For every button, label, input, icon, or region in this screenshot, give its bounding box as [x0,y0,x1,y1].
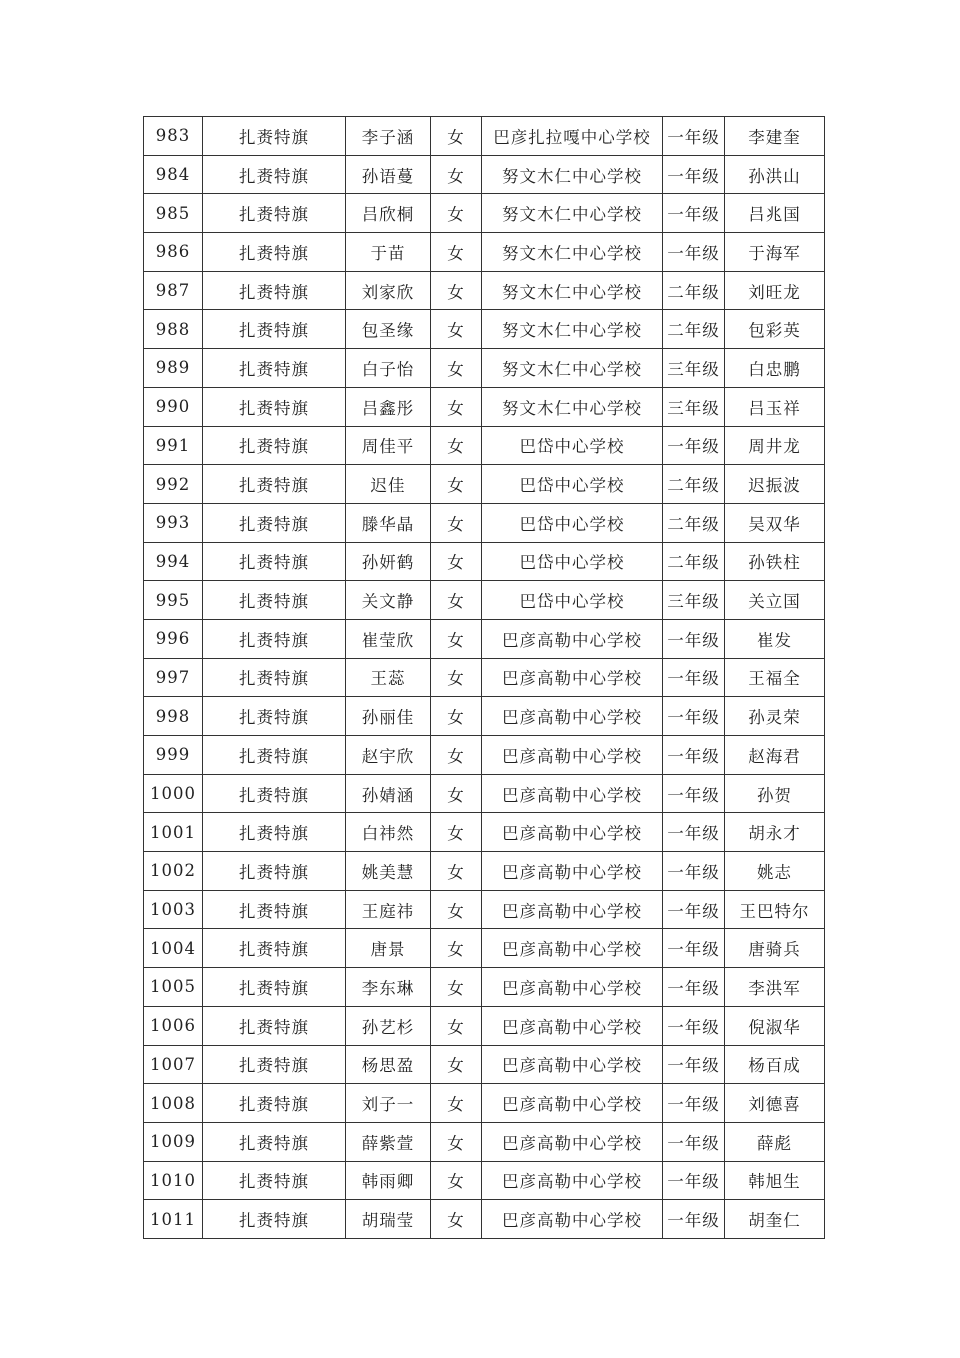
row-number-cell: 985 [144,194,203,233]
school-cell: 努文木仁中心学校 [482,349,663,388]
banner-cell: 扎赉特旗 [203,271,346,310]
student-name-cell: 胡瑞莹 [346,1200,431,1239]
grade-cell: 一年级 [663,233,725,272]
guardian-name-cell: 李洪军 [725,968,825,1007]
guardian-name-cell: 孙贺 [725,774,825,813]
school-cell: 努文木仁中心学校 [482,155,663,194]
gender-cell: 女 [431,387,482,426]
gender-cell: 女 [431,117,482,156]
guardian-name-cell: 韩旭生 [725,1161,825,1200]
school-cell: 努文木仁中心学校 [482,271,663,310]
banner-cell: 扎赉特旗 [203,387,346,426]
table-row [144,774,825,813]
row-number-cell: 1003 [144,890,203,929]
table-row [144,387,825,426]
grade-cell: 三年级 [663,349,725,388]
row-number-cell: 994 [144,542,203,581]
guardian-name-cell: 关立国 [725,581,825,620]
school-cell: 巴彦高勒中心学校 [482,658,663,697]
grade-cell: 一年级 [663,1045,725,1084]
guardian-name-cell: 吴双华 [725,503,825,542]
row-number-cell: 1008 [144,1084,203,1123]
grade-cell: 二年级 [663,271,725,310]
guardian-name-cell: 吕玉祥 [725,387,825,426]
school-cell: 巴岱中心学校 [482,542,663,581]
table-row [144,310,825,349]
guardian-name-cell: 倪淑华 [725,1006,825,1045]
guardian-name-cell: 吕兆国 [725,194,825,233]
banner-cell: 扎赉特旗 [203,1006,346,1045]
grade-cell: 一年级 [663,736,725,775]
school-cell: 巴彦高勒中心学校 [482,697,663,736]
gender-cell: 女 [431,465,482,504]
banner-cell: 扎赉特旗 [203,619,346,658]
table-row [144,155,825,194]
table-row [144,1006,825,1045]
grade-cell: 一年级 [663,426,725,465]
gender-cell: 女 [431,1045,482,1084]
school-cell: 巴彦扎拉嘎中心学校 [482,117,663,156]
student-name-cell: 王蕊 [346,658,431,697]
grade-cell: 一年级 [663,929,725,968]
guardian-name-cell: 孙铁柱 [725,542,825,581]
student-name-cell: 孙妍鹤 [346,542,431,581]
table-row [144,426,825,465]
gender-cell: 女 [431,1006,482,1045]
banner-cell: 扎赉特旗 [203,774,346,813]
banner-cell: 扎赉特旗 [203,542,346,581]
gender-cell: 女 [431,310,482,349]
school-cell: 巴岱中心学校 [482,426,663,465]
table-row [144,503,825,542]
student-name-cell: 赵宇欣 [346,736,431,775]
guardian-name-cell: 刘德喜 [725,1084,825,1123]
gender-cell: 女 [431,426,482,465]
table-row [144,1084,825,1123]
banner-cell: 扎赉特旗 [203,1200,346,1239]
school-cell: 巴彦高勒中心学校 [482,1161,663,1200]
school-cell: 巴彦高勒中心学校 [482,813,663,852]
student-list-table [143,116,825,1239]
banner-cell: 扎赉特旗 [203,1161,346,1200]
table-row [144,1122,825,1161]
table-row [144,658,825,697]
banner-cell: 扎赉特旗 [203,426,346,465]
guardian-name-cell: 唐骑兵 [725,929,825,968]
student-name-cell: 李子涵 [346,117,431,156]
student-name-cell: 孙丽佳 [346,697,431,736]
school-cell: 巴彦高勒中心学校 [482,1122,663,1161]
student-name-cell: 白祎然 [346,813,431,852]
school-cell: 努文木仁中心学校 [482,387,663,426]
row-number-cell: 989 [144,349,203,388]
gender-cell: 女 [431,194,482,233]
table-row [144,465,825,504]
table-row [144,1045,825,1084]
school-cell: 巴彦高勒中心学校 [482,1200,663,1239]
table-row [144,581,825,620]
grade-cell: 一年级 [663,890,725,929]
student-name-cell: 孙语蔓 [346,155,431,194]
school-cell: 巴彦高勒中心学校 [482,1084,663,1123]
student-name-cell: 白子怡 [346,349,431,388]
student-name-cell: 唐景 [346,929,431,968]
gender-cell: 女 [431,542,482,581]
row-number-cell: 1009 [144,1122,203,1161]
school-cell: 巴岱中心学校 [482,581,663,620]
banner-cell: 扎赉特旗 [203,968,346,1007]
gender-cell: 女 [431,736,482,775]
gender-cell: 女 [431,1122,482,1161]
student-name-cell: 吕鑫彤 [346,387,431,426]
student-name-cell: 王庭祎 [346,890,431,929]
student-name-cell: 崔莹欣 [346,619,431,658]
school-cell: 巴彦高勒中心学校 [482,774,663,813]
guardian-name-cell: 包彩英 [725,310,825,349]
guardian-name-cell: 姚志 [725,852,825,891]
row-number-cell: 987 [144,271,203,310]
table-body [144,117,825,1239]
gender-cell: 女 [431,890,482,929]
school-cell: 巴彦高勒中心学校 [482,736,663,775]
row-number-cell: 990 [144,387,203,426]
table-row [144,1161,825,1200]
table-row [144,852,825,891]
school-cell: 努文木仁中心学校 [482,310,663,349]
table-row [144,271,825,310]
gender-cell: 女 [431,155,482,194]
banner-cell: 扎赉特旗 [203,1045,346,1084]
banner-cell: 扎赉特旗 [203,503,346,542]
banner-cell: 扎赉特旗 [203,194,346,233]
guardian-name-cell: 赵海君 [725,736,825,775]
guardian-name-cell: 白忠鹏 [725,349,825,388]
guardian-name-cell: 胡奎仁 [725,1200,825,1239]
banner-cell: 扎赉特旗 [203,117,346,156]
row-number-cell: 1011 [144,1200,203,1239]
school-cell: 巴彦高勒中心学校 [482,852,663,891]
row-number-cell: 996 [144,619,203,658]
grade-cell: 一年级 [663,1200,725,1239]
banner-cell: 扎赉特旗 [203,1122,346,1161]
table-row [144,813,825,852]
row-number-cell: 986 [144,233,203,272]
grade-cell: 一年级 [663,968,725,1007]
guardian-name-cell: 李建奎 [725,117,825,156]
row-number-cell: 992 [144,465,203,504]
grade-cell: 三年级 [663,581,725,620]
grade-cell: 一年级 [663,1161,725,1200]
guardian-name-cell: 孙洪山 [725,155,825,194]
student-name-cell: 薛紫萱 [346,1122,431,1161]
student-name-cell: 周佳平 [346,426,431,465]
gender-cell: 女 [431,813,482,852]
gender-cell: 女 [431,929,482,968]
student-name-cell: 李东琳 [346,968,431,1007]
row-number-cell: 998 [144,697,203,736]
table-row [144,736,825,775]
banner-cell: 扎赉特旗 [203,697,346,736]
grade-cell: 一年级 [663,117,725,156]
table-row [144,349,825,388]
table-row [144,117,825,156]
grade-cell: 二年级 [663,542,725,581]
row-number-cell: 999 [144,736,203,775]
student-name-cell: 于苗 [346,233,431,272]
grade-cell: 一年级 [663,697,725,736]
table-row [144,233,825,272]
student-name-cell: 关文静 [346,581,431,620]
guardian-name-cell: 迟振波 [725,465,825,504]
row-number-cell: 1005 [144,968,203,1007]
student-name-cell: 吕欣桐 [346,194,431,233]
school-cell: 巴彦高勒中心学校 [482,929,663,968]
row-number-cell: 1007 [144,1045,203,1084]
row-number-cell: 1000 [144,774,203,813]
grade-cell: 一年级 [663,852,725,891]
guardian-name-cell: 刘旺龙 [725,271,825,310]
student-name-cell: 刘家欣 [346,271,431,310]
table-row [144,968,825,1007]
banner-cell: 扎赉特旗 [203,736,346,775]
row-number-cell: 1002 [144,852,203,891]
guardian-name-cell: 杨百成 [725,1045,825,1084]
school-cell: 巴岱中心学校 [482,503,663,542]
gender-cell: 女 [431,697,482,736]
banner-cell: 扎赉特旗 [203,1084,346,1123]
grade-cell: 三年级 [663,387,725,426]
school-cell: 巴彦高勒中心学校 [482,619,663,658]
guardian-name-cell: 崔发 [725,619,825,658]
grade-cell: 一年级 [663,155,725,194]
table-row [144,929,825,968]
student-name-cell: 孙婧涵 [346,774,431,813]
student-name-cell: 姚美慧 [346,852,431,891]
grade-cell: 一年级 [663,774,725,813]
guardian-name-cell: 王巴特尔 [725,890,825,929]
row-number-cell: 1001 [144,813,203,852]
banner-cell: 扎赉特旗 [203,852,346,891]
student-name-cell: 迟佳 [346,465,431,504]
grade-cell: 一年级 [663,658,725,697]
grade-cell: 二年级 [663,465,725,504]
row-number-cell: 991 [144,426,203,465]
school-cell: 巴岱中心学校 [482,465,663,504]
gender-cell: 女 [431,1161,482,1200]
banner-cell: 扎赉特旗 [203,890,346,929]
grade-cell: 一年级 [663,619,725,658]
gender-cell: 女 [431,852,482,891]
row-number-cell: 1010 [144,1161,203,1200]
gender-cell: 女 [431,774,482,813]
table-row [144,1200,825,1239]
grade-cell: 一年级 [663,1006,725,1045]
gender-cell: 女 [431,658,482,697]
student-name-cell: 杨思盈 [346,1045,431,1084]
banner-cell: 扎赉特旗 [203,929,346,968]
banner-cell: 扎赉特旗 [203,310,346,349]
row-number-cell: 984 [144,155,203,194]
student-name-cell: 孙艺杉 [346,1006,431,1045]
student-name-cell: 韩雨卿 [346,1161,431,1200]
grade-cell: 一年级 [663,813,725,852]
row-number-cell: 1006 [144,1006,203,1045]
gender-cell: 女 [431,271,482,310]
table-row [144,619,825,658]
guardian-name-cell: 薛彪 [725,1122,825,1161]
grade-cell: 二年级 [663,310,725,349]
gender-cell: 女 [431,968,482,1007]
guardian-name-cell: 胡永才 [725,813,825,852]
gender-cell: 女 [431,1084,482,1123]
gender-cell: 女 [431,1200,482,1239]
student-name-cell: 刘子一 [346,1084,431,1123]
banner-cell: 扎赉特旗 [203,813,346,852]
row-number-cell: 1004 [144,929,203,968]
school-cell: 巴彦高勒中心学校 [482,1045,663,1084]
gender-cell: 女 [431,349,482,388]
row-number-cell: 988 [144,310,203,349]
school-cell: 巴彦高勒中心学校 [482,890,663,929]
grade-cell: 一年级 [663,1122,725,1161]
student-name-cell: 滕华晶 [346,503,431,542]
row-number-cell: 995 [144,581,203,620]
table-row [144,697,825,736]
table-row [144,890,825,929]
table-row [144,194,825,233]
gender-cell: 女 [431,581,482,620]
guardian-name-cell: 于海军 [725,233,825,272]
document-page [143,116,824,1239]
gender-cell: 女 [431,233,482,272]
grade-cell: 二年级 [663,503,725,542]
grade-cell: 一年级 [663,194,725,233]
grade-cell: 一年级 [663,1084,725,1123]
banner-cell: 扎赉特旗 [203,465,346,504]
table-row [144,542,825,581]
banner-cell: 扎赉特旗 [203,581,346,620]
gender-cell: 女 [431,619,482,658]
row-number-cell: 993 [144,503,203,542]
school-cell: 巴彦高勒中心学校 [482,1006,663,1045]
student-name-cell: 包圣缘 [346,310,431,349]
guardian-name-cell: 王福全 [725,658,825,697]
school-cell: 努文木仁中心学校 [482,233,663,272]
row-number-cell: 983 [144,117,203,156]
banner-cell: 扎赉特旗 [203,155,346,194]
guardian-name-cell: 周井龙 [725,426,825,465]
banner-cell: 扎赉特旗 [203,233,346,272]
gender-cell: 女 [431,503,482,542]
row-number-cell: 997 [144,658,203,697]
banner-cell: 扎赉特旗 [203,349,346,388]
guardian-name-cell: 孙灵荣 [725,697,825,736]
banner-cell: 扎赉特旗 [203,658,346,697]
school-cell: 巴彦高勒中心学校 [482,968,663,1007]
school-cell: 努文木仁中心学校 [482,194,663,233]
